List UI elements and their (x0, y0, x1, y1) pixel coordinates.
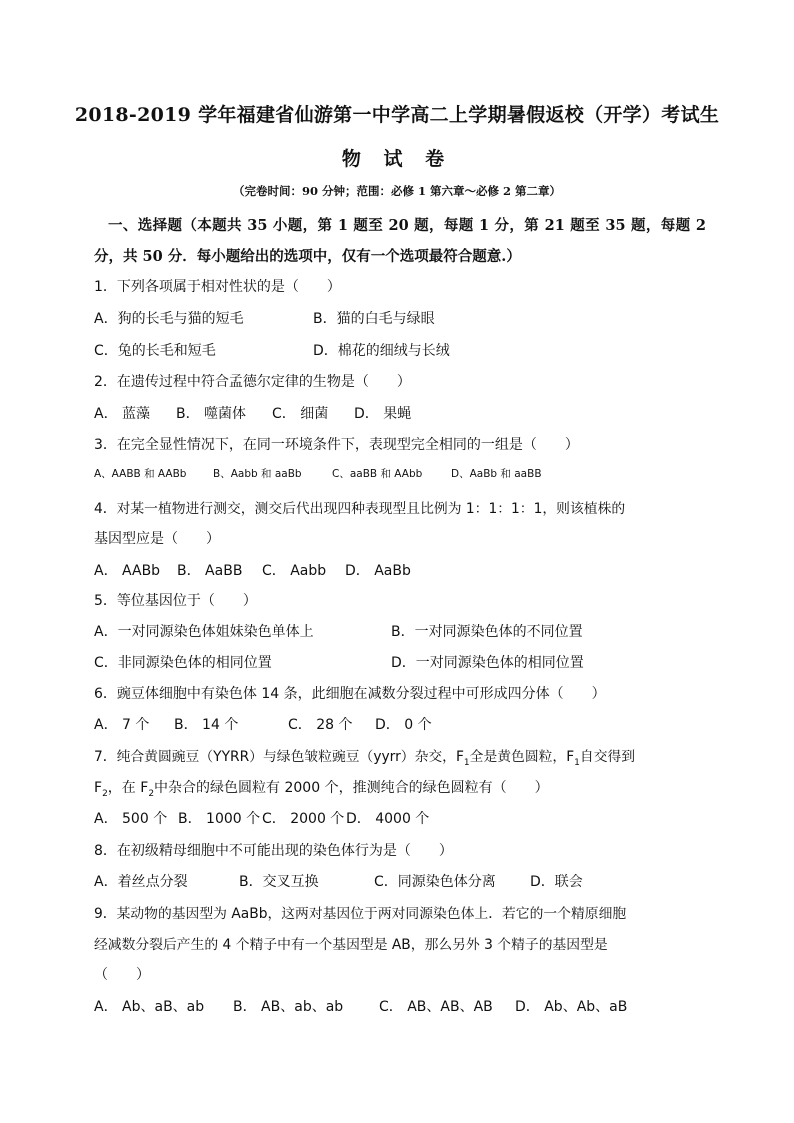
question-4-option-d: D． AaBb (345, 563, 411, 579)
exam-meta: （完卷时间：90 分钟；范围：必修 1 第六章～必修 2 第二章） (232, 184, 562, 198)
question-5-option-b: B．一对同源染色体的不同位置 (391, 624, 583, 640)
question-7-option-b: B． 1000 个 (178, 811, 261, 827)
question-3-option-d: D、AaBb 和 aaBB (451, 468, 542, 480)
question-5-stem: 5．等位基因位于（ ） (94, 593, 257, 609)
question-4-option-a: A． AABb (94, 563, 161, 579)
question-2-option-c: C． 细菌 (272, 406, 329, 422)
question-7-option-a: A． 500 个 (94, 811, 168, 827)
question-4-option-b: B． AaBB (177, 563, 243, 579)
question-7-stem: 7．纯合黄圆豌豆（YYRR）与绿色皱粒豌豆（yyrr）杂交，$F_1$全是黄色圆粒，$F_1$自交得到 (94, 749, 636, 768)
question-3-option-c: C、aaBB 和 AAbb (332, 468, 423, 480)
question-9-option-a: A． Ab、aB、ab (94, 999, 205, 1015)
question-9-option-d: D． Ab、Ab、aB (515, 999, 628, 1015)
question-8-stem: 8．在初级精母细胞中不可能出现的染色体行为是（ ） (94, 843, 453, 859)
question-9-option-b: B． AB、ab、ab (233, 999, 344, 1015)
question-7-stem-cont: $F_2$，在 $F_2$中杂合的绿色圆粒有 2000 个，推测纯合的绿色圆粒有（ ） (94, 780, 549, 799)
question-3-option-b: B、Aabb 和 aaBb (213, 468, 302, 480)
question-1-option-c: C．兔的长毛和短毛 (94, 343, 216, 359)
question-4-stem: 4．对某一植物进行测交，测交后代出现四种表现型且比例为 1：1：1：1，则该植株的 (94, 501, 626, 517)
question-5-option-d: D．一对同源染色体的相同位置 (391, 655, 584, 671)
question-2-option-b: B． 噬菌体 (176, 406, 247, 422)
question-2-stem: 2．在遗传过程中符合孟德尔定律的生物是（ ） (94, 374, 411, 390)
question-1-option-a: A．狗的长毛与猫的短毛 (94, 311, 244, 327)
question-9-stem-paren: （ ） (94, 967, 150, 983)
question-7-option-d: D． 4000 个 (346, 811, 430, 827)
question-4-stem-cont: 基因型应是（ ） (94, 531, 220, 547)
question-6-option-a: A． 7 个 (94, 717, 150, 733)
question-2-option-d: D． 果蝇 (354, 406, 412, 422)
question-1-option-d: D．棉花的细绒与长绒 (313, 343, 450, 359)
question-6-stem: 6．豌豆体细胞中有染色体 14 条，此细胞在减数分裂过程中可形成四分体（ ） (94, 686, 606, 702)
question-6-option-c: C． 28 个 (288, 717, 353, 733)
question-9-stem: 9．某动物的基因型为 AaBb，这两对基因位于两对同源染色体上．若它的一个精原细胞 (94, 906, 627, 922)
question-6-option-b: B． 14 个 (174, 717, 239, 733)
question-8-option-b: B．交叉互换 (239, 874, 319, 890)
question-7-option-c: C． 2000 个 (262, 811, 345, 827)
question-3-option-a: A、AABB 和 AABb (94, 468, 187, 480)
question-2-option-a: A． 蓝藻 (94, 406, 151, 422)
exam-title: 2018-2019 学年福建省仙游第一中学高二上学期暑假返校（开学）考试生 (74, 104, 720, 126)
question-8-option-a: A．着丝点分裂 (94, 874, 188, 890)
question-6-option-d: D． 0 个 (375, 717, 432, 733)
question-9-stem-cont: 经减数分裂后产生的 4 个精子中有一个基因型是 AB，那么另外 3 个精子的基因型是 (94, 937, 608, 953)
question-1-stem: 1．下列各项属于相对性状的是（ ） (94, 279, 341, 295)
question-9-option-c: C． AB、AB、AB (379, 999, 493, 1015)
question-4-option-c: C． Aabb (262, 563, 327, 579)
question-8-option-d: D．联会 (530, 874, 583, 890)
section-heading: 一、选择题（本题共 35 小题，第 1 题至 20 题，每题 1 分，第 21 题至 35 题，每题 2 分，共 50 分．每小题给出的选项中，仅有一个选项最符合题意.） (94, 217, 706, 265)
question-5-option-c: C．非同源染色体的相同位置 (94, 655, 272, 671)
question-1-option-b: B．猫的白毛与绿眼 (313, 311, 435, 327)
question-8-option-c: C．同源染色体分离 (374, 874, 496, 890)
question-3-stem: 3．在完全显性情况下，在同一环境条件下，表现型完全相同的一组是（ ） (94, 437, 579, 453)
exam-subject: 物 试 卷 (341, 148, 453, 170)
question-5-option-a: A．一对同源染色体姐妹染色单体上 (94, 624, 314, 640)
